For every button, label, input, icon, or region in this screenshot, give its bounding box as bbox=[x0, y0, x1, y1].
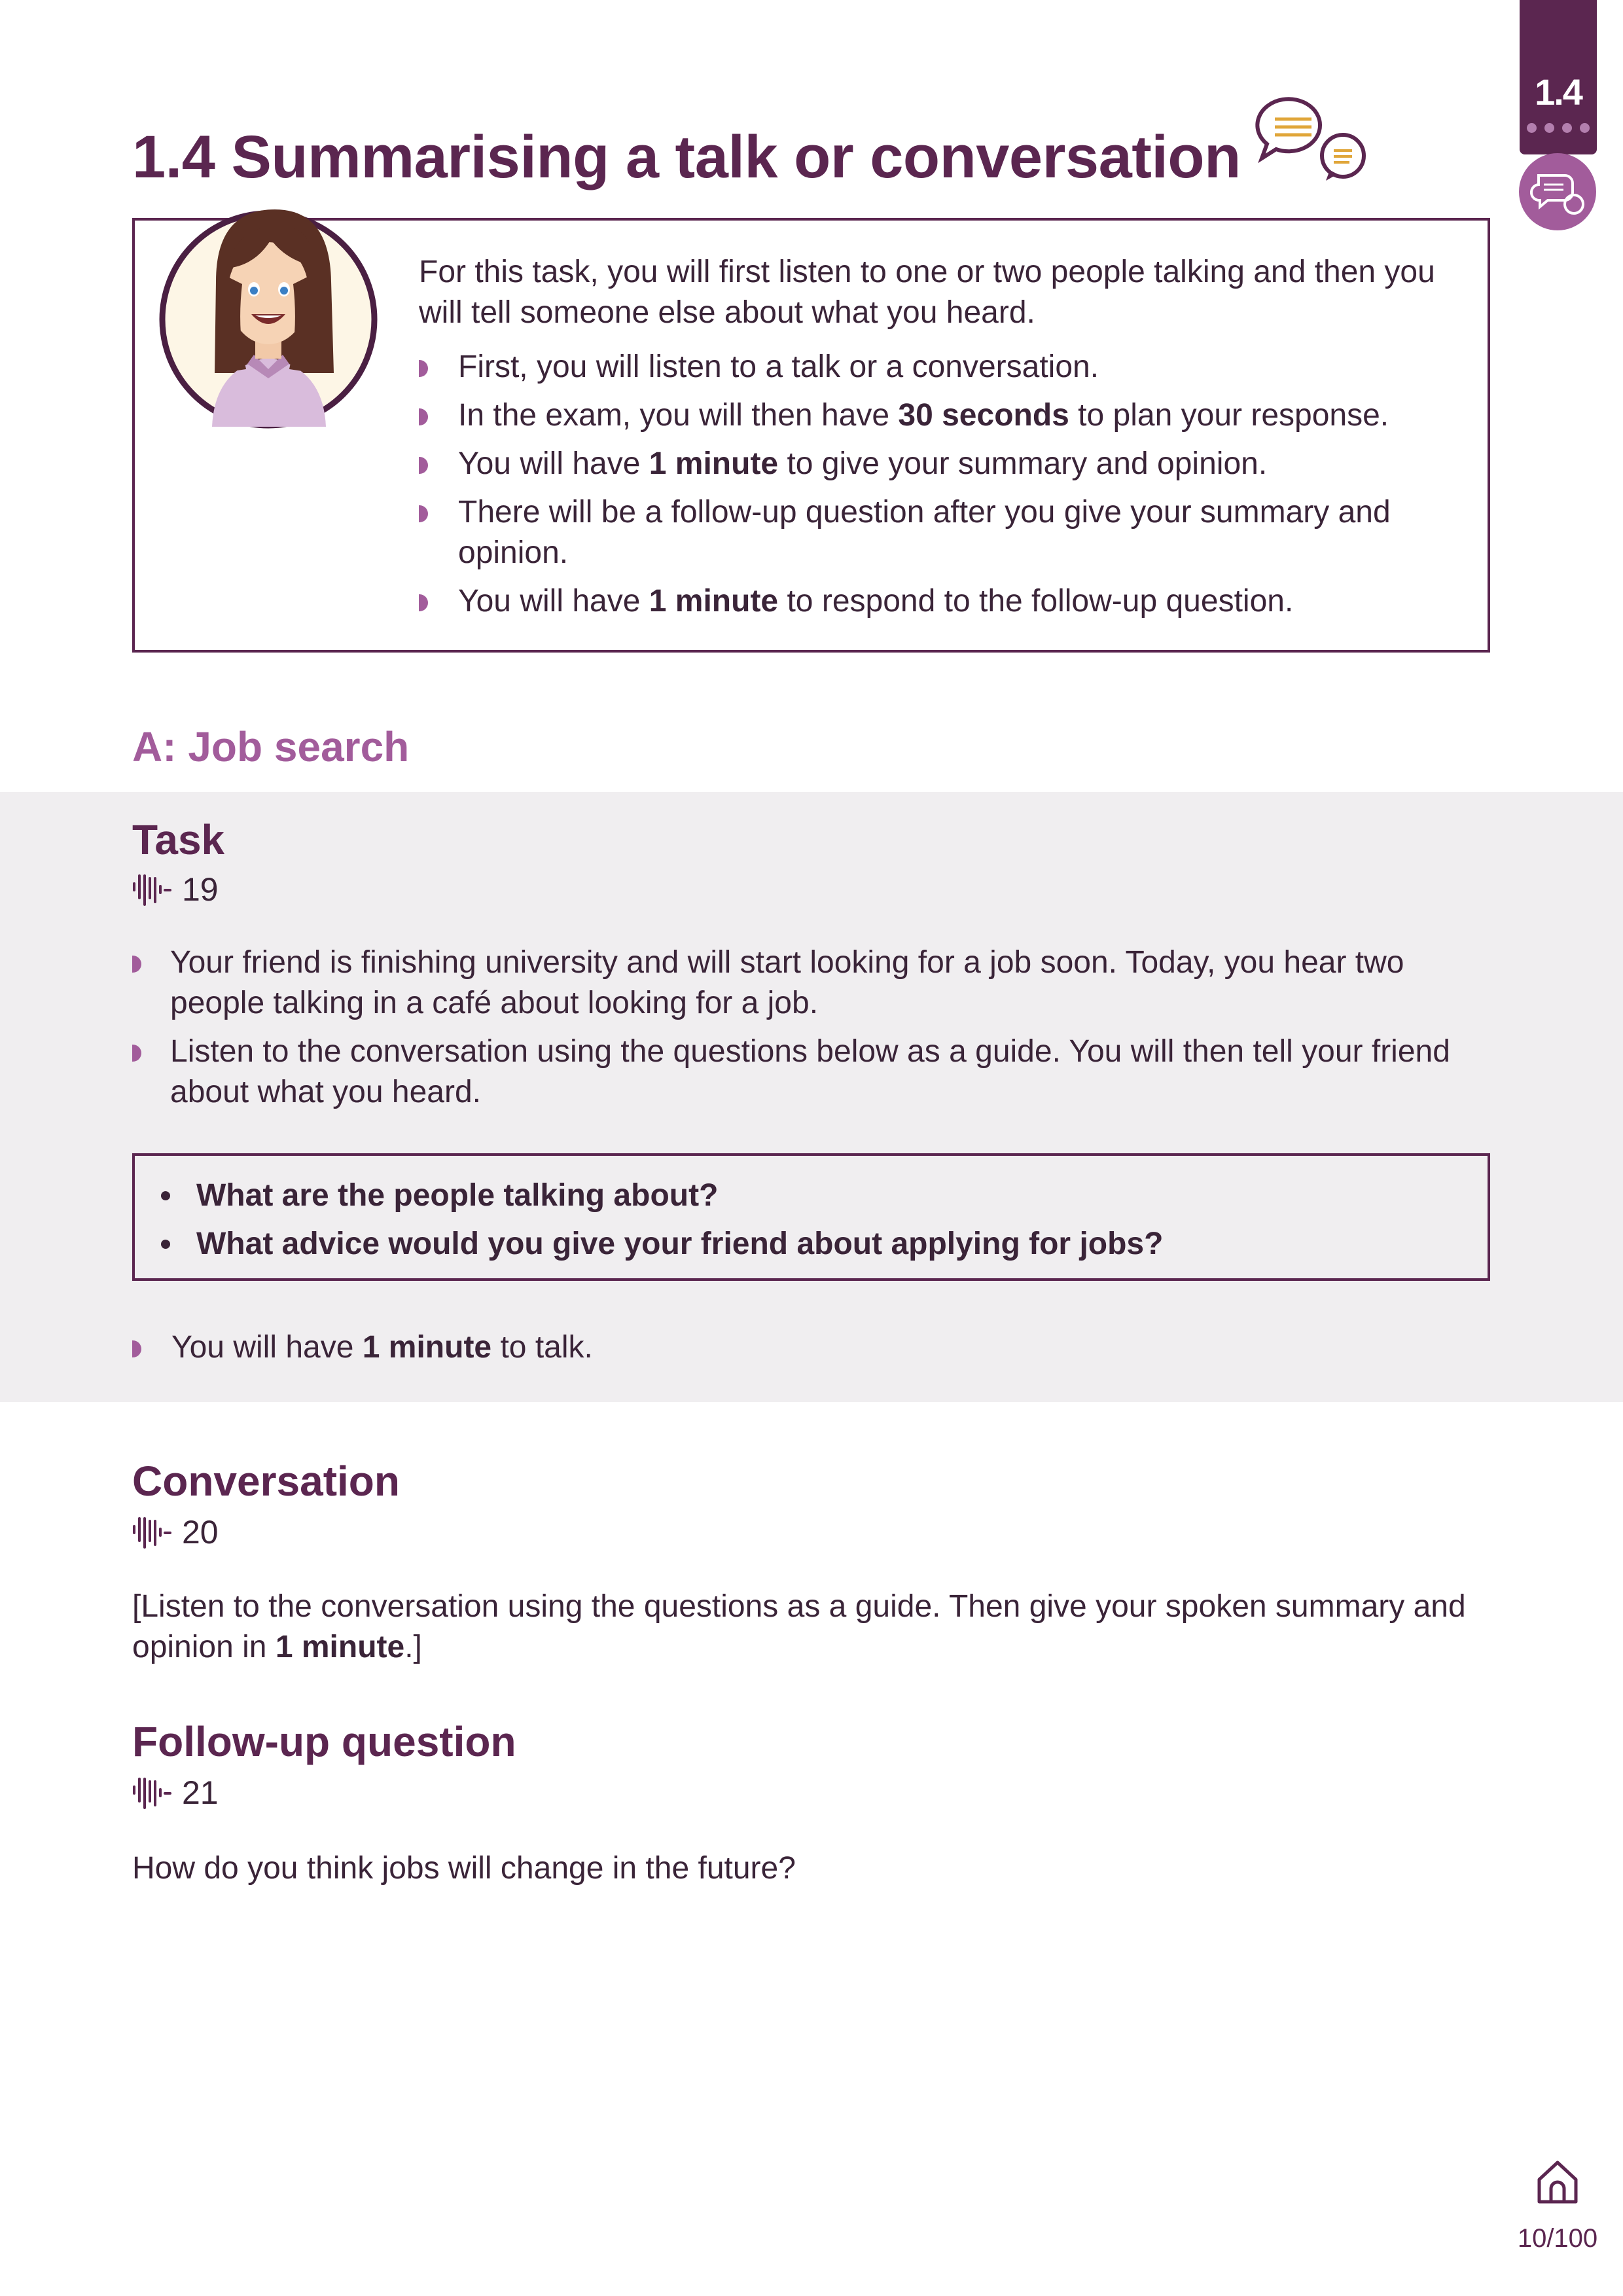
instruction-bold: 1 minute bbox=[275, 1630, 405, 1664]
speech-bubbles-icon[interactable] bbox=[1519, 153, 1596, 230]
audio-wave-icon bbox=[132, 1515, 173, 1551]
conversation-heading: Conversation bbox=[132, 1458, 400, 1505]
guide-question: What advice would you give your friend about applying for jobs? bbox=[156, 1220, 1163, 1268]
bullet-text: Your friend is finishing university and will start looking for a job soon. Today, you hear two people talking in a café about looking for a job. bbox=[170, 945, 1404, 1020]
list-item bbox=[419, 581, 1427, 622]
bullet-text: There will be a follow-up question after you give your summary and opinion. bbox=[458, 495, 1391, 570]
chapter-number: 1.4 bbox=[1535, 71, 1582, 113]
guide-question: What are the people talking about? bbox=[156, 1172, 1163, 1220]
bullet-text: Listen to the conversation using the questions below as a guide. You will then tell your friend about what you heard. bbox=[170, 1034, 1450, 1109]
guide-questions-list bbox=[156, 1172, 1163, 1268]
list-item bbox=[132, 1327, 1114, 1368]
bullet-text: to give your summary and opinion. bbox=[778, 446, 1268, 481]
bullet-marker-icon bbox=[419, 360, 428, 377]
list-item bbox=[419, 347, 1427, 387]
instruction-text: [Listen to the conversation using the questions as a guide. Then give your spoken summary and opinion in bbox=[132, 1589, 1466, 1664]
bullet-bold: 1 minute bbox=[649, 446, 779, 481]
bullet-marker-icon bbox=[419, 408, 428, 425]
instruction-text: .] bbox=[404, 1630, 422, 1664]
conversation-instructions bbox=[132, 1587, 1493, 1668]
audio-wave-icon bbox=[132, 1775, 173, 1812]
avatar bbox=[156, 183, 385, 435]
intro-paragraph: For this task, you will first listen to one or two people talking and then you will tell someone else about what you heard. bbox=[419, 255, 1435, 330]
list-item bbox=[132, 942, 1461, 1024]
bullet-marker-icon bbox=[132, 1340, 141, 1357]
bullet-text: You will have bbox=[458, 584, 649, 619]
audio-track-20[interactable] bbox=[132, 1513, 219, 1551]
talk-time-note bbox=[132, 1327, 1114, 1368]
audio-wave-icon bbox=[132, 872, 173, 908]
home-icon[interactable] bbox=[1535, 2159, 1580, 2206]
bullet-marker-icon bbox=[419, 457, 428, 474]
chapter-progress-dots bbox=[1520, 123, 1597, 136]
follow-up-heading: Follow-up question bbox=[132, 1718, 516, 1765]
track-number: 21 bbox=[182, 1774, 219, 1811]
bullet-text: to respond to the follow-up question. bbox=[778, 584, 1294, 619]
bullet-marker-icon bbox=[132, 1045, 141, 1062]
bullet-bold: 1 minute bbox=[362, 1330, 492, 1365]
bullet-marker-icon bbox=[419, 594, 428, 611]
track-number: 20 bbox=[182, 1514, 219, 1551]
list-item bbox=[419, 395, 1427, 436]
bullet-text: You will have bbox=[171, 1330, 363, 1365]
list-item bbox=[132, 1031, 1461, 1113]
section-heading: A: Job search bbox=[132, 723, 410, 770]
bullet-text: to talk. bbox=[491, 1330, 593, 1365]
bullet-bold: 30 seconds bbox=[898, 398, 1069, 433]
bullet-text: to plan your response. bbox=[1069, 398, 1389, 433]
task-heading: Task bbox=[132, 816, 225, 863]
page-title: 1.4 Summarising a talk or conversation bbox=[132, 124, 1241, 190]
intro-bullet-list bbox=[419, 347, 1427, 630]
bullet-text: First, you will listen to a talk or a conversation. bbox=[458, 350, 1099, 384]
task-bullet-list bbox=[132, 942, 1461, 1121]
bullet-marker-icon bbox=[419, 505, 428, 522]
track-number: 19 bbox=[182, 871, 219, 908]
bullet-marker-icon bbox=[132, 956, 141, 973]
conversation-bubbles-icon bbox=[1243, 92, 1374, 190]
bullet-bold: 1 minute bbox=[649, 584, 779, 619]
chapter-tab bbox=[1520, 0, 1597, 154]
list-item bbox=[419, 444, 1427, 484]
audio-track-19[interactable] bbox=[132, 870, 219, 908]
page-number: 10/100 bbox=[1517, 2224, 1598, 2253]
list-item bbox=[419, 492, 1427, 573]
bullet-text: In the exam, you will then have bbox=[458, 398, 899, 433]
audio-track-21[interactable] bbox=[132, 1774, 219, 1812]
follow-up-question: How do you think jobs will change in the future? bbox=[132, 1851, 796, 1886]
bullet-text: You will have bbox=[458, 446, 649, 481]
